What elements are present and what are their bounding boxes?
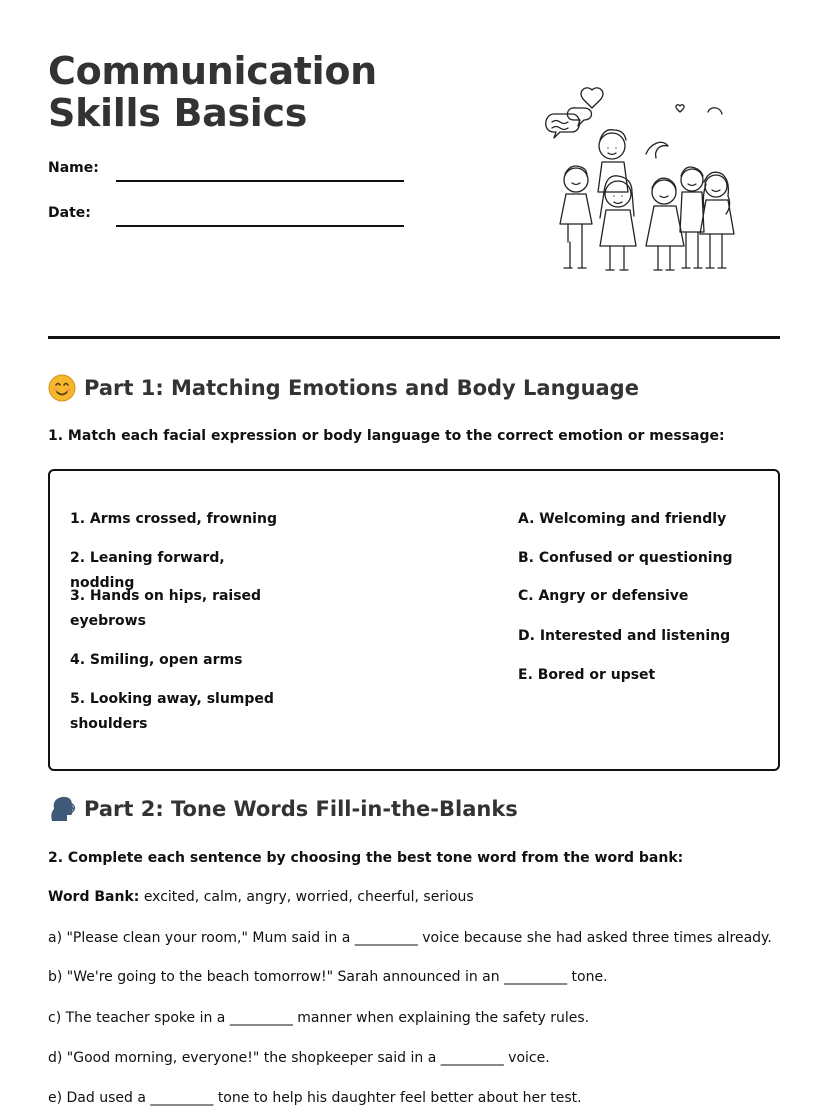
word-bank-label: Word Bank: [48,889,140,905]
match-left-item-1: 1. Arms crossed, frowning [70,511,277,527]
sentence-c: c) The teacher spoke in a _________ manner when explaining the safety rules. [48,1010,590,1026]
match-right-item-b: B. Confused or questioning [518,550,733,566]
sentence-a: a) "Please clean your room," Mum said in a _________ voice because she had asked three times already. [48,930,772,946]
part2-heading [48,795,518,823]
match-right-item-a: A. Welcoming and friendly [518,511,727,527]
match-left-item-3: 3. Hands on hips, raised eyebrows [70,588,262,629]
sentence-d: d) "Good morning, everyone!" the shopkeeper said in a _________ voice. [48,1050,550,1066]
speaking-head-emoji-icon [48,795,76,823]
match-right-item-d: D. Interested and listening [518,628,731,644]
part1-heading-text: Part 1: Matching Emotions and Body Language [84,376,639,400]
part1-heading [48,374,639,402]
date-label: Date: [48,205,91,221]
date-line[interactable] [116,225,404,227]
match-left-item-2: 2. Leaning forward, nodding [70,550,225,591]
name-label: Name: [48,160,99,176]
sentence-b: b) "We're going to the beach tomorrow!" Sarah announced in an _________ tone. [48,969,608,985]
smiling-face-emoji-icon [48,374,76,402]
part2-heading-text: Part 2: Tone Words Fill-in-the-Blanks [84,797,518,821]
name-line[interactable] [116,180,404,182]
match-left-item-5: 5. Looking away, slumped shoulders [70,691,274,732]
matching-box [48,469,780,771]
header-divider [48,336,780,339]
worksheet-title: Communication Skills Basics [48,49,377,135]
match-right-item-c: C. Angry or defensive [518,588,689,604]
word-bank-words: excited, calm, angry, worried, cheerful, serious [143,889,474,905]
children-group-illustration [540,82,740,282]
sentence-e: e) Dad used a _________ tone to help his daughter feel better about her test. [48,1090,582,1106]
match-right-item-e: E. Bored or upset [518,667,656,683]
part2-instruction: 2. Complete each sentence by choosing the best tone word from the word bank: [48,850,684,866]
word-bank [48,889,474,905]
part1-instruction: 1. Match each facial expression or body language to the correct emotion or message: [48,428,725,444]
match-left-item-4: 4. Smiling, open arms [70,652,243,668]
